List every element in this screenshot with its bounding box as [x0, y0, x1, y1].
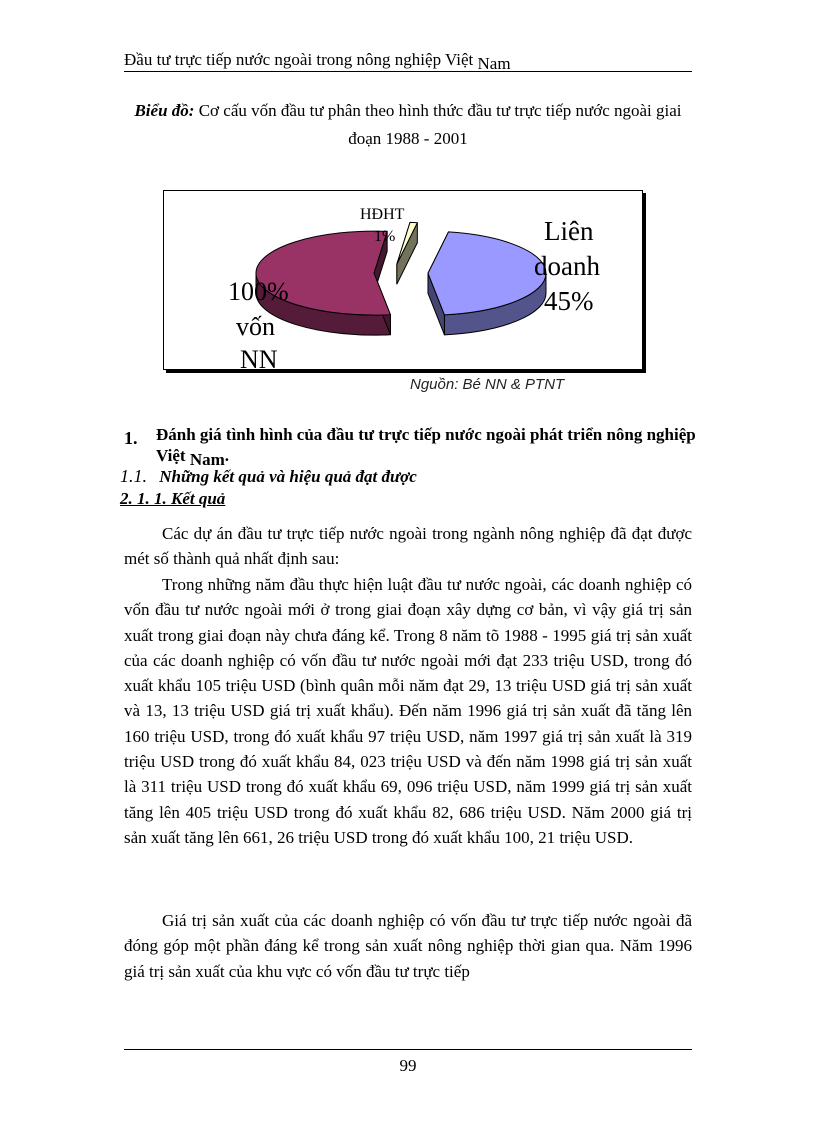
caption-lead: Biểu đồ: — [134, 101, 195, 120]
running-header-title: Đầu tư trực tiếp nước ngoài trong nông nghiệp Việt — [124, 50, 474, 69]
header-rule — [124, 71, 692, 72]
running-header — [124, 50, 511, 73]
page-number: 99 — [399, 1056, 417, 1075]
paragraph-3-text: Giá trị sản xuất của các doanh nghiệp có vốn đầu tư trực tiếp nước ngoài đã đóng góp một phần đáng kể trong sản xuất nông nghiệp thời gian qua. Năm 1996 giá trị sản xuất của khu vực có vốn đầu tư trực tiếp — [124, 911, 692, 981]
pie-chart-svg — [164, 191, 642, 374]
paragraph-2-text: Trong những năm đầu thực hiện luật đầu tư nước ngoài, các doanh nghiệp có vốn đầu tư nước ngoài mới ở trong giai đoạn xây dựng cơ bản, vì vậy giá trị sản xuất trong giai đoạn này chưa đáng kể. Trong 8 năm tõ 1988 - 1995 giá trị sản xuất của các doanh nghiệp có vốn đầu tư nước ngoài mới đạt 233 triệu USD, trong đó xuất khẩu 105 triệu USD (bình quân mỗi năm đạt 29, 13 triệu USD giá trị sản xuất và 13, 13 triệu USD giá trị xuất khẩu). Đến năm 1996 giá trị sản xuất đã tăng lên 160 triệu USD, trong đó xuất khẩu 97 triệu USD, năm 1997 giá trị sản xuất là 319 triệu USD trong đó xuất khẩu 84, 023 triệu USD và đến năm 1998 giá trị sản xuất là 311 triệu USD trong đó xuất khẩu 69, 096 triệu USD, năm 1999 giá trị sản xuất tăng lên 405 triệu USD trong đó xuất khẩu 82, 686 triệu USD. Năm 2000 giá trị sản xuất tăng lên 661, 26 triệu USD trong đó xuất khẩu 100, 21 triệu USD. — [124, 575, 692, 847]
caption-text: Cơ cấu vốn đầu tư phân theo hình thức đầu tư trực tiếp nước ngoài giai đoạn 1988 - 2001 — [198, 101, 682, 148]
section-1-1-heading — [120, 466, 417, 487]
paragraph-1-text: Các dự án đầu tư trực tiếp nước ngoài trong ngành nông nghiệp đã đạt được mét số thành quả nhất định sau: — [124, 524, 692, 569]
pie-chart — [163, 190, 643, 374]
section-1-title-tail: Nam — [189, 450, 225, 469]
label-von-nn-1: 100% — [228, 277, 289, 306]
label-lien-doanh-pct: 45% — [544, 286, 594, 316]
label-lien-doanh-name-2: doanh — [534, 251, 600, 281]
slice-lien-doanh — [428, 232, 546, 335]
paragraph-1 — [124, 521, 692, 572]
chart-caption — [124, 97, 692, 153]
label-von-nn-2: vốn — [236, 312, 275, 341]
section-1-title-text: Đánh giá tình hình của đầu tư trực tiếp nước ngoài phát triển nông nghiệp Việt — [156, 425, 696, 465]
section-2-1-1-heading: 2. 1. 1. Kết quả — [120, 489, 226, 508]
slice-hdht — [397, 222, 417, 284]
label-von-nn-3: NN — [240, 345, 278, 374]
section-1-number: 1. — [124, 428, 138, 448]
footer-rule — [124, 1049, 692, 1050]
section-1-1-title: Những kết quả và hiệu quả đạt được — [159, 467, 417, 486]
chart-source: Nguồn: Bé NN & PTNT — [410, 376, 565, 393]
paragraph-2 — [124, 572, 692, 850]
label-lien-doanh-name-1: Liên — [544, 216, 594, 246]
section-1-title-end: . — [224, 446, 230, 465]
running-header-title-tail: Nam — [477, 54, 511, 73]
section-1-title — [156, 424, 696, 469]
paragraph-3 — [124, 908, 692, 984]
section-1-1-number: 1.1. — [120, 466, 147, 486]
label-hdht-pct: 1% — [374, 228, 396, 245]
label-hdht-name: HĐHT — [360, 206, 405, 223]
